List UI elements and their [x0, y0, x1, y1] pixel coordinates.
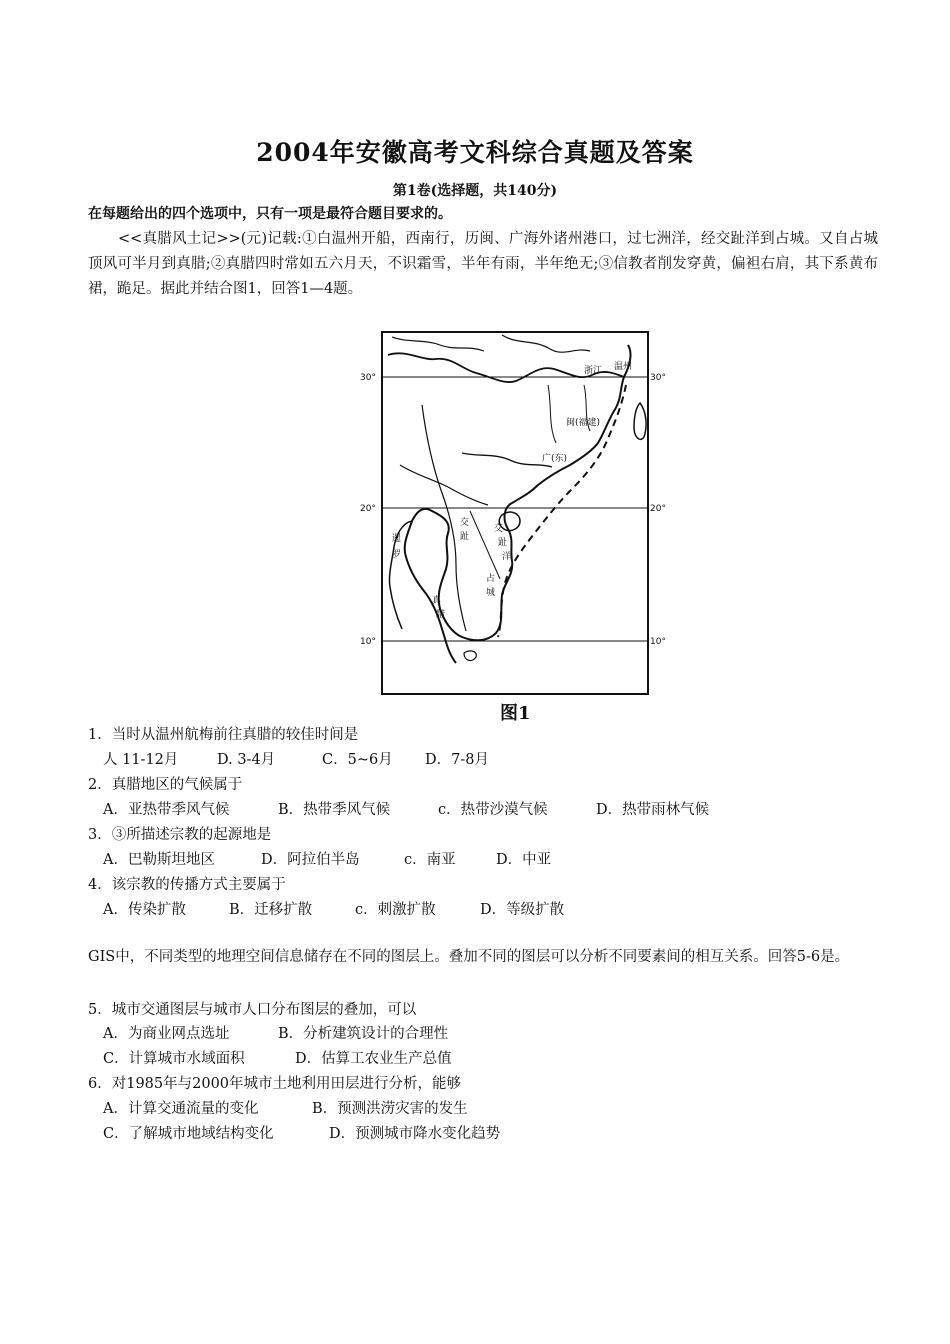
question-3-option-c: c．南亚 [404, 852, 456, 868]
pearl-river [462, 453, 552, 467]
label-zhejiang: 浙江 [584, 366, 603, 376]
instruction-text: 在每题给出的四个选项中，只有一项是最符合题目要求的。 [88, 206, 452, 222]
gis-passage: GIS中，不同类型的地理空间信息储存在不同的图层上。叠加不同的图层可以分析不同要素间的相互关系。回答5-6是。 [88, 949, 850, 965]
tributary-1 [548, 385, 556, 443]
question-1-option-c: C．5~6月 [322, 752, 393, 768]
question-4-option-d: D．等级扩散 [480, 902, 565, 918]
label-min: 闽(福建) [566, 418, 601, 428]
label-jiaozhi-b: 趾 [460, 532, 470, 542]
question-1-option-d: D．7-8月 [425, 752, 489, 768]
question-1-option-b: D. 3-4月 [217, 752, 276, 768]
question-6-option-b: B．预测洪涝灾害的发生 [312, 1101, 468, 1117]
label-zhancheng-b: 城 [486, 588, 496, 598]
question-5-option-c: C．计算城市水域面积 [103, 1051, 245, 1067]
lat-label-10-right: 10° [650, 637, 666, 647]
question-2-option-a: A．亚热带季风气候 [103, 802, 230, 818]
question-5-option-b: B．分析建筑设计的合理性 [278, 1026, 449, 1042]
label-zhenla-b: 腊 [436, 610, 446, 620]
label-siluo-a: 暹 [392, 534, 402, 544]
question-6-option-c: C．了解城市地域结构变化 [103, 1126, 274, 1142]
question-4-option-b: B．迁移扩散 [229, 902, 313, 918]
question-4-stem: 4．该宗教的传播方式主要属于 [88, 877, 286, 893]
question-3-option-a: A．巴勒斯坦地区 [103, 852, 215, 868]
question-2-option-b: B．热带季风气候 [278, 802, 391, 818]
map-svg [352, 325, 687, 700]
question-1-option-a: 人 11-12月 [103, 752, 179, 768]
reading-passage: <<真腊风土记>>(元)记载:①白温州开船，西南行，历闽、广海外诸州港口，过七洲洋，经交趾洋到占城。又自占城顶风可半月到真腊;②真腊四时常如五六月天，不识霜雪，半年有雨，半年绝无;③信教者削发穿黄，偏袒右肩，其下系黄布裙，跪足。据此并结合图1，回答1—4题。 [88, 231, 879, 297]
label-jiaozhi-yang-c: 洋 [502, 552, 512, 562]
page-title: 2004年安徽高考文科综合真题及答案 [256, 138, 694, 167]
lat-label-20-left: 20° [360, 504, 376, 514]
lat-label-30-left: 30° [360, 373, 376, 383]
figure-caption: 图1 [500, 703, 531, 724]
question-2-option-d: D．热带雨林气候 [596, 802, 710, 818]
label-jiaozhi-yang-b: 趾 [498, 538, 508, 548]
question-6-option-d: D．预测城市降水变化趋势 [329, 1126, 501, 1142]
lat-label-30-right: 30° [650, 373, 666, 383]
label-siluo-b: 罗 [392, 550, 402, 560]
jiaozhi-line [470, 511, 500, 579]
lat-label-20-right: 20° [650, 504, 666, 514]
river-upper [392, 337, 484, 351]
southern-island [464, 651, 476, 661]
question-6-option-a: A．计算交通流量的变化 [103, 1101, 259, 1117]
section-subtitle: 第1卷(选择题，共140分) [392, 183, 558, 199]
question-2-option-c: c．热带沙漠气候 [438, 802, 548, 818]
label-guang: 广(东) [542, 454, 568, 464]
question-5-option-a: A．为商业网点选址 [103, 1026, 230, 1042]
figure-1-map [352, 325, 687, 725]
question-4-option-a: A．传染扩散 [103, 902, 186, 918]
question-3-option-d: D．中亚 [496, 852, 552, 868]
label-zhancheng-a: 占 [486, 574, 496, 584]
label-jiaozhi-yang-a: 交 [494, 524, 504, 534]
lat-label-10-left: 10° [360, 637, 376, 647]
river-north [502, 335, 590, 352]
question-2-stem: 2．真腊地区的气候属于 [88, 777, 243, 793]
question-5-stem: 5．城市交通图层与城市人口分布图层的叠加，可以 [88, 1002, 417, 1018]
question-6-stem: 6．对1985年与2000年城市土地利用田层进行分析，能够 [88, 1076, 462, 1092]
question-5-option-d: D．估算工农业生产总值 [295, 1051, 452, 1067]
question-3-stem: 3．③所描述宗教的起源地是 [88, 827, 272, 843]
question-4-option-c: c．刺激扩散 [355, 902, 436, 918]
label-wen: 温州 [614, 362, 633, 372]
label-zhenla-a: 真 [432, 596, 442, 606]
sailing-route [498, 385, 626, 637]
question-3-option-b: D．阿拉伯半岛 [261, 852, 360, 868]
question-1-stem: 1．当时从温州航梅前往真腊的较佳时间是 [88, 727, 359, 743]
label-jiaozhi-a: 交 [460, 518, 470, 528]
taiwan-island [634, 403, 646, 439]
